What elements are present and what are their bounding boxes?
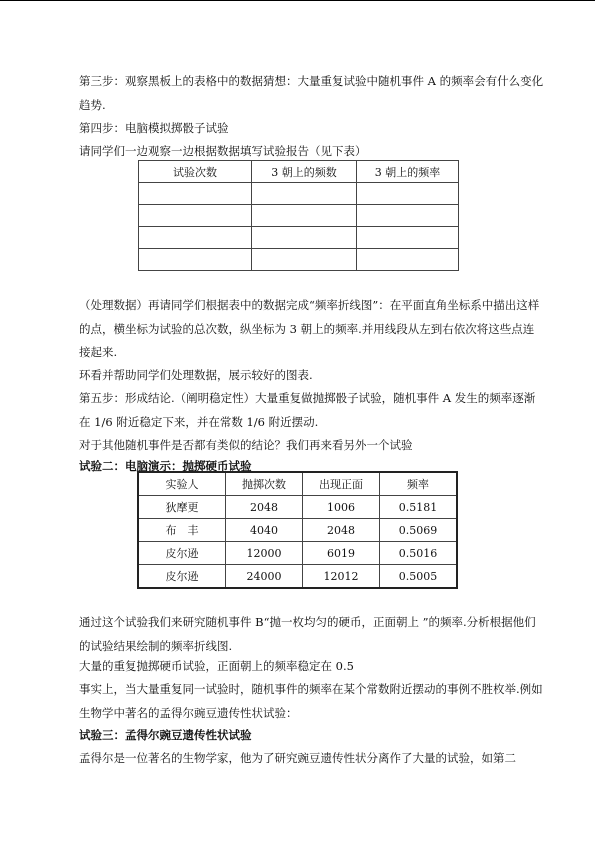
- table-row: [138, 565, 457, 589]
- table-cell[interactable]: [252, 227, 357, 249]
- table-header: 出现正面: [303, 472, 380, 496]
- table-header-row: [138, 472, 457, 496]
- paragraph-process-data: （处理数据）再请同学们根据表中的数据完成“频率折线图”：在平面直角坐标系中描出这样的点，横坐标为试验的总次数，纵坐标为 3 朝上的频率.并用线段从左到右依次将这些点连接起来.: [79, 298, 540, 359]
- table-cell[interactable]: [252, 205, 357, 227]
- table-cell[interactable]: [357, 227, 459, 249]
- table-header-row: [139, 161, 459, 183]
- table-row: [139, 183, 459, 205]
- table-cell: 布 丰: [138, 519, 226, 542]
- table-cell: 4040: [226, 519, 303, 542]
- table-cell: 12012: [303, 565, 380, 589]
- table-cell[interactable]: [139, 249, 252, 271]
- paragraph-mendel: 孟得尔是一位著名的生物学家，他为了研究豌豆遗传性状分离作了大量的试验，如第二: [79, 751, 516, 765]
- table-cell: 皮尔逊: [138, 542, 226, 565]
- table-cell[interactable]: [139, 227, 252, 249]
- table-cell[interactable]: [139, 205, 252, 227]
- paragraph-in-fact: 事实上，当大量重复同一试验时，随机事件的频率在某个常数附近摆动的事例不胜枚举.例如生物学中著名的孟得尔豌豆遗传性状试验：: [79, 682, 543, 720]
- table-row: [138, 519, 457, 542]
- table-cell: 2048: [303, 519, 380, 542]
- table-cell: 6019: [303, 542, 380, 565]
- table-row: [139, 227, 459, 249]
- table-row: [138, 496, 457, 519]
- table-cell[interactable]: [252, 183, 357, 205]
- table-cell: 0.5069: [380, 519, 458, 542]
- table-cell[interactable]: [357, 205, 459, 227]
- paragraph-show-charts: 环看并帮助同学们处理数据，展示较好的图表.: [79, 368, 313, 382]
- table-cell: 24000: [226, 565, 303, 589]
- table-header: 3 朝上的频数: [252, 161, 357, 183]
- dice-report-table: [138, 160, 459, 271]
- table-cell: 1006: [303, 496, 380, 519]
- paragraph-step3: 第三步：观察黑板上的表格中的数据猜想：大量重复试验中随机事件 A 的频率会有什么变化趋势.: [79, 74, 544, 112]
- heading-experiment-2: 试验二：电脑演示：抛掷硬币试验: [79, 459, 252, 473]
- table-row: [139, 205, 459, 227]
- table-cell[interactable]: [357, 183, 459, 205]
- table-header: 频率: [380, 472, 458, 496]
- table-cell: 狄摩更: [138, 496, 226, 519]
- table-header: 试验次数: [139, 161, 252, 183]
- table-cell[interactable]: [357, 249, 459, 271]
- paragraph-step5: 第五步：形成结论.（阐明稳定性）大量重复做抛掷骰子试验，随机事件 A 发生的频率逐渐在 1/6 附近稳定下来，并在常数 1/6 附近摆动.: [79, 391, 536, 429]
- paragraph-fill-report: 请同学们一边观察一边根据数据填写试验报告（见下表）: [79, 144, 367, 158]
- table-cell: 0.5181: [380, 496, 458, 519]
- table-cell[interactable]: [139, 183, 252, 205]
- table-header: 实验人: [138, 472, 226, 496]
- paragraph-other-events: 对于其他随机事件是否都有类似的结论？我们再来看另外一个试验: [79, 438, 413, 452]
- table-cell: 12000: [226, 542, 303, 565]
- table-cell: 0.5016: [380, 542, 458, 565]
- paragraph-study-event-b: 通过这个试验我们来研究随机事件 B“抛一枚均匀的硬币，正面朝上 ”的频率.分析根据他们的试验结果绘制的频率折线图.: [79, 615, 536, 653]
- table-cell: 0.5005: [380, 565, 458, 589]
- table-row: [139, 249, 459, 271]
- table-header: 3 朝上的频率: [357, 161, 459, 183]
- coin-toss-table: [137, 471, 458, 589]
- table-cell: 2048: [226, 496, 303, 519]
- heading-experiment-3: 试验三：孟得尔豌豆遗传性状试验: [79, 728, 252, 742]
- table-header: 抛掷次数: [226, 472, 303, 496]
- header-rule: [0, 0, 595, 1]
- table-cell: 皮尔逊: [138, 565, 226, 589]
- paragraph-coin-stable: 大量的重复抛掷硬币试验，正面朝上的频率稳定在 0.5: [79, 659, 354, 673]
- paragraph-step4: 第四步：电脑模拟掷骰子试验: [79, 121, 229, 135]
- table-cell[interactable]: [252, 249, 357, 271]
- table-row: [138, 542, 457, 565]
